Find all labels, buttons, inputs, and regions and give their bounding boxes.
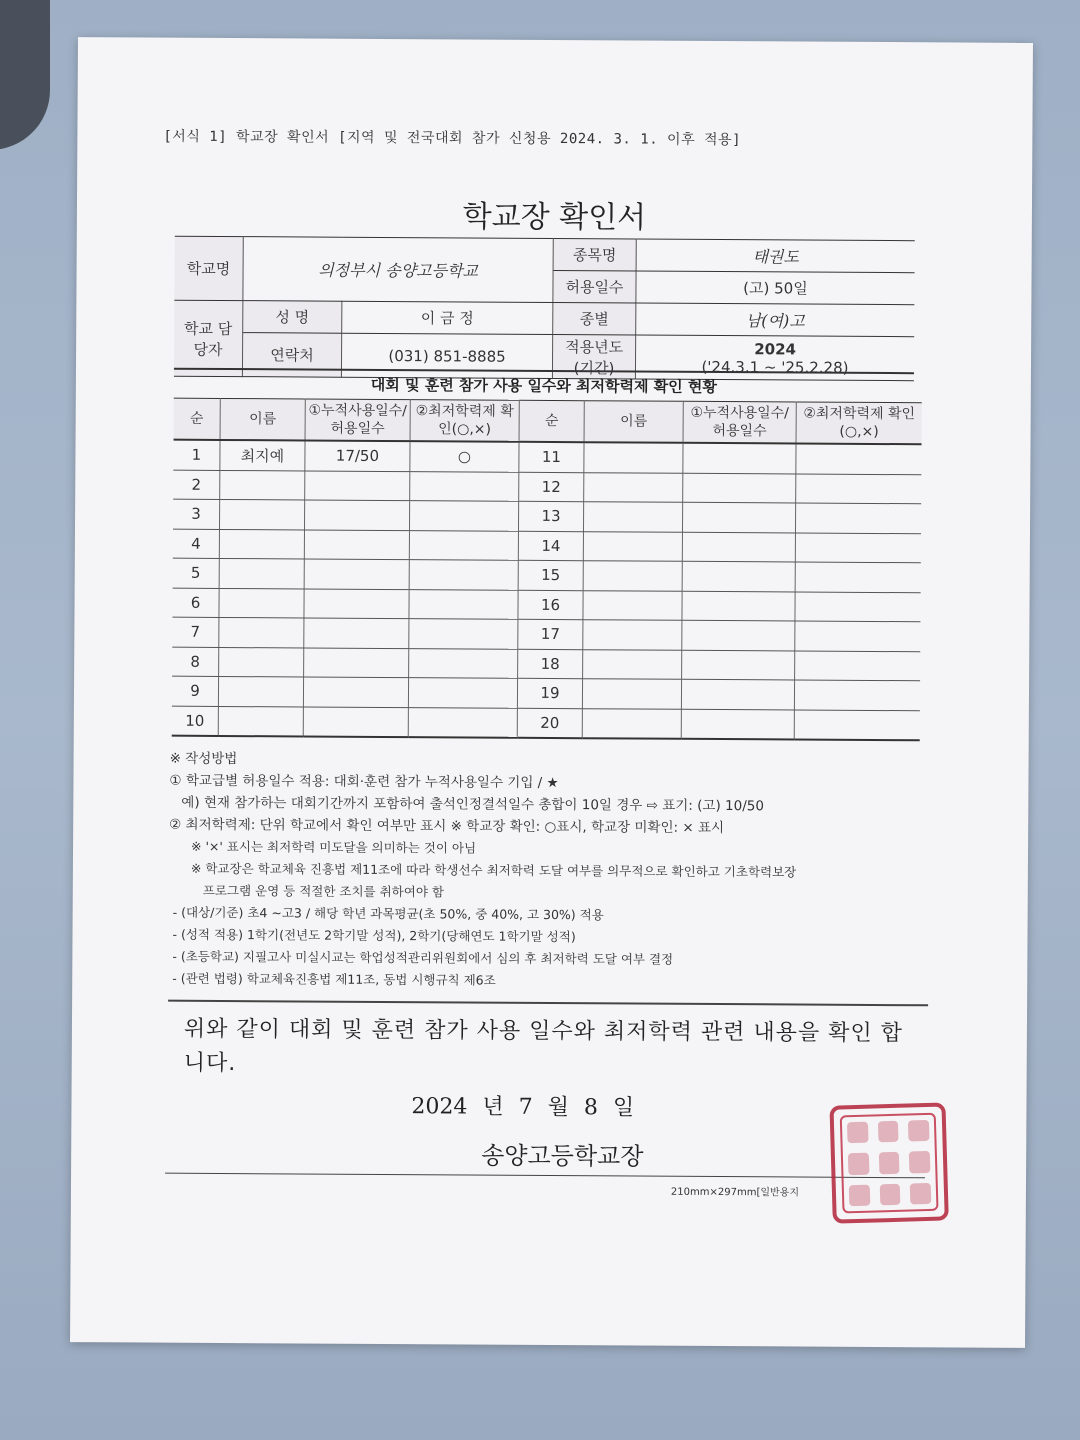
note-2b-cont: 프로그램 운영 등 적절한 조치를 취하여야 함 (202, 882, 445, 900)
name-value: 이 금 정 (342, 301, 553, 334)
cell-check (409, 648, 518, 678)
days-label: 허용일수 (553, 271, 636, 304)
cell-no: 18 (518, 649, 583, 679)
cell-no: 7 (172, 617, 219, 647)
info-table (174, 236, 915, 382)
staff-label: 학교 담당자 (174, 300, 243, 376)
cell-no: 16 (518, 590, 583, 620)
table-row (173, 470, 921, 504)
cell-no: 2 (173, 470, 220, 500)
event-label: 종목명 (553, 239, 636, 272)
cell-no: 19 (517, 678, 582, 708)
confirm-text: 위와 같이 대회 및 훈련 참가 사용 일수와 최저학력 관련 내용을 확인 합니다. (183, 1016, 903, 1077)
note-2a: ※ '×' 표시는 최저학력 미도달을 의미하는 것이 아님 (191, 838, 477, 856)
header-check-right: ②최저학력제 확인(○,×) (796, 402, 922, 444)
cell-check (796, 473, 922, 503)
cell-check (408, 707, 517, 738)
cell-days (682, 502, 795, 532)
cell-days (682, 591, 795, 621)
cell-name (583, 649, 682, 679)
divider-bottom (165, 1173, 925, 1179)
cell-days (682, 620, 795, 650)
cell-days (682, 561, 795, 591)
table-row (172, 706, 920, 741)
cell-check (796, 443, 922, 474)
header-no-right: 순 (519, 400, 584, 442)
note-d2: - (성적 적용) 1학기(전년도 2학기말 성적), 2학기(당해연도 1학기말 성적) (172, 926, 576, 945)
cell-days (683, 443, 796, 474)
cell-no: 6 (172, 588, 219, 618)
table-row (172, 676, 920, 710)
table-row (172, 617, 920, 651)
cell-check (409, 501, 518, 531)
cell-check (795, 621, 921, 651)
note-1: ① 학교급별 허용일수 적용: 대회·훈련 참가 누적사용일수 기입 / ★ (169, 772, 559, 792)
cell-name: 최지예 (220, 440, 305, 471)
cell-no: 13 (518, 501, 583, 531)
name-label: 성 명 (243, 301, 342, 334)
cell-check (409, 589, 518, 619)
cell-check (409, 530, 518, 560)
gender-value: 남(여)고 (636, 303, 915, 337)
note-d1: - (대상/기준) 초4 ~고3 / 해당 학년 과목평균(초 50%, 중 40%, 고 30%) 적용 (172, 904, 604, 923)
contact-label: 연락처 (242, 333, 341, 378)
cell-days (682, 650, 795, 680)
cell-check (795, 562, 921, 592)
cell-name (583, 502, 682, 532)
school-label: 학교명 (174, 236, 243, 300)
gender-label: 종별 (553, 303, 636, 336)
cell-days (681, 709, 794, 740)
cell-no: 3 (173, 499, 220, 529)
cell-days: 17/50 (305, 440, 410, 471)
notes-heading: ※ 작성방법 (169, 750, 238, 768)
roster-body (172, 440, 922, 741)
seal-pattern (840, 1113, 939, 1214)
cell-days (681, 679, 794, 709)
cell-days (303, 706, 408, 737)
cell-name (218, 706, 303, 737)
table-row (173, 440, 921, 475)
header-check-left: ②최저학력제 확인(○,×) (410, 400, 519, 442)
table-row (173, 529, 921, 563)
cell-days (304, 618, 409, 648)
document-title: 학교장 확인서 (462, 199, 647, 236)
cell-days (304, 647, 409, 677)
cell-no: 15 (518, 560, 583, 590)
cell-no: 11 (519, 442, 584, 472)
paper-size-note: 210mm×297mm[일반용지 (670, 1186, 800, 1199)
year-label: 적용년도 (기간) (552, 335, 635, 380)
days-value: (고) 50일 (636, 271, 915, 305)
cell-check (410, 471, 519, 501)
background-object (0, 0, 50, 150)
cell-name (584, 472, 683, 502)
cell-name (582, 679, 681, 709)
table-row (173, 558, 921, 592)
cell-name (219, 617, 304, 647)
divider (168, 1000, 928, 1007)
contact-value: (031) 851-8885 (341, 333, 552, 378)
cell-no: 9 (172, 676, 219, 706)
cell-name (583, 620, 682, 650)
cell-no: 10 (172, 706, 219, 736)
note-d4: - (관련 법령) 학교체육진흥법 제11조, 동법 시행규칙 제6조 (172, 970, 496, 988)
cell-check (409, 560, 518, 590)
event-value: 태권도 (636, 239, 915, 273)
cell-check (409, 619, 518, 649)
cell-days (304, 529, 409, 559)
issue-date: 2024 년 7 월 8 일 (411, 1094, 635, 1121)
cell-check (795, 503, 921, 533)
cell-check (794, 680, 920, 710)
cell-no: 8 (172, 647, 219, 677)
table-row (172, 588, 920, 622)
notes (168, 748, 929, 995)
cell-name (220, 470, 305, 500)
cell-name (218, 676, 303, 706)
cell-name (219, 647, 304, 677)
cell-name (583, 590, 682, 620)
table-row (173, 499, 921, 533)
school-seal-stamp (829, 1102, 948, 1223)
note-1-example: 예) 현재 참가하는 대회기간까지 포함하여 출석인정결석일수 총합이 10일 경우 ⇨ 표기: (고) 10/50 (181, 794, 764, 815)
cell-no: 17 (518, 619, 583, 649)
table-row (172, 647, 920, 681)
cell-days (304, 588, 409, 618)
header-name-right: 이름 (584, 401, 683, 443)
header-days-right: ①누적사용일수/ 허용일수 (683, 401, 796, 443)
cell-days (682, 532, 795, 562)
cell-days (304, 559, 409, 589)
cell-check (408, 678, 517, 708)
cell-days (683, 473, 796, 503)
header-days-left: ①누적사용일수/ 허용일수 (305, 399, 410, 441)
cell-days (303, 677, 408, 707)
cell-no: 4 (173, 529, 220, 559)
form-code: [서식 1] 학교장 확인서 [지역 및 전국대회 참가 신청용 2024. 3. 1. 이후 적용] (163, 128, 742, 149)
cell-name (583, 561, 682, 591)
cell-no: 5 (173, 558, 220, 588)
cell-check (795, 591, 921, 621)
cell-no: 14 (518, 531, 583, 561)
cell-no: 1 (173, 440, 220, 470)
cell-name (584, 442, 683, 473)
note-2b: ※ 학교장은 학교체육 진흥법 제11조에 따라 학생선수 최저학력 도달 여부를 의무적으로 확인하고 기초학력보장 (190, 860, 797, 880)
cell-name (219, 558, 304, 588)
cell-no: 20 (517, 708, 582, 738)
document-paper (70, 37, 1033, 1348)
cell-name (219, 588, 304, 618)
school-value: 의정부시 송양고등학교 (243, 237, 553, 303)
section-title: 대회 및 훈련 참가 사용 일수와 최저학력제 확인 현황 (174, 368, 914, 399)
cell-name (219, 529, 304, 559)
note-2: ② 최저학력제: 단위 학교에서 확인 여부만 표시 ※ 학교장 확인: ○표시, 학교장 미확인: × 표시 (169, 816, 725, 837)
roster-table (172, 398, 922, 742)
cell-check (795, 532, 921, 562)
cell-name (219, 499, 304, 529)
header-no-left: 순 (174, 398, 221, 440)
cell-check (795, 650, 921, 680)
cell-name (583, 531, 682, 561)
period-value: ('24.3.1 ~ '25.2.28) (701, 357, 849, 377)
cell-check: ○ (410, 441, 519, 472)
header-name-left: 이름 (220, 398, 305, 440)
cell-name (582, 708, 681, 739)
cell-no: 12 (519, 472, 584, 502)
cell-check (794, 709, 920, 740)
note-d3: - (초등학교) 지필고사 미실시교는 학업성적관리위원회에서 심의 후 최저학력 도달 여부 결정 (172, 948, 674, 967)
cell-days (305, 470, 410, 500)
principal-signature: 송양고등학교장 (481, 1141, 644, 1171)
year-value: 2024 (754, 339, 797, 358)
cell-days (304, 500, 409, 530)
